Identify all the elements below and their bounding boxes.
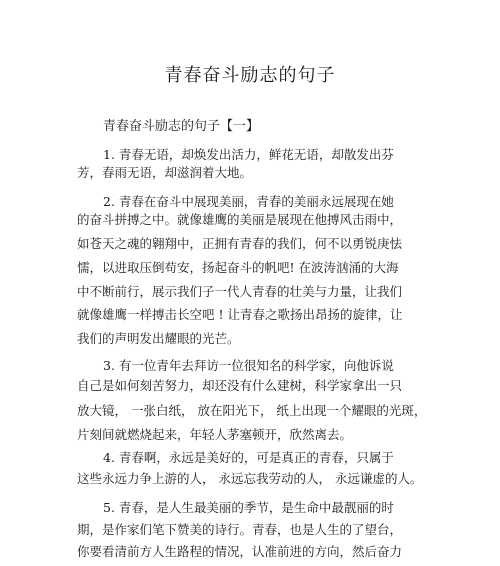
paragraph-line: 芳，春雨无语，却滋润着大地。 [77, 165, 253, 180]
paragraph-line: 自己是如何刻苦努力，却还没有什么建树，科学家拿出一只 [77, 378, 403, 393]
paragraph-line: 中不断前行，展示我们子一代人青春的壮美与力量，让我们 [77, 284, 403, 299]
paragraph-line: 5. 青春，是人生最美丽的季节，是生命中最靓丽的时 [103, 500, 394, 515]
paragraph-line: 期，是作家们笔下赞美的诗行。青春，也是人生的了望台， [77, 522, 403, 537]
paragraph-line: 3. 有一位青年去拜访一位很知名的科学家，向他诉说 [103, 358, 394, 373]
document-title: 青春奋斗励志的句子 [164, 65, 336, 86]
paragraph-line: 就像雄鹰一样搏击长空吧 ! 让青春之歌扬出昂扬的旋律，让 [77, 307, 403, 322]
section-heading: 青春奋斗励志的句子【一】 [103, 119, 260, 134]
paragraph-line: 你要看清前方人生路程的情况，认准前进的方向，然后奋力 [77, 544, 403, 559]
paragraph-line: 1. 青春无语，却焕发出活力，鲜花无语，却散发出芬 [103, 147, 394, 162]
paragraph-line: 4. 青春啊，永远是美好的，可是真正的青春，只属于 [103, 450, 394, 465]
paragraph-line: 片刻间就燃烧起来，年轻人茅塞顿开，欣然离去。 [77, 427, 353, 442]
paragraph-line: 的奋斗拼搏之中。就像雄鹰的美丽是展现在他搏风击雨中， [77, 212, 403, 227]
paragraph-line: 懦，以进取压倒苟安，扬起奋斗的帆吧! 在波涛汹涌的大海 [77, 260, 399, 275]
paragraph-line: 2. 青春在奋斗中展现美丽，青春的美丽永远展现在她 [103, 194, 394, 209]
paragraph-line: 这些永远力争上游的人， 永远忘我劳动的人， 永远谦虚的人。 [77, 471, 423, 486]
paragraph-line: 我们的声明发出耀眼的光芒。 [77, 331, 240, 346]
paragraph-line: 放大镜， 一张白纸， 放在阳光下， 纸上出现一个耀眼的光斑， [77, 403, 427, 418]
paragraph-line: 如苍天之魂的翱翔中，正拥有青春的我们，何不以勇锐庚怯 [77, 236, 403, 251]
